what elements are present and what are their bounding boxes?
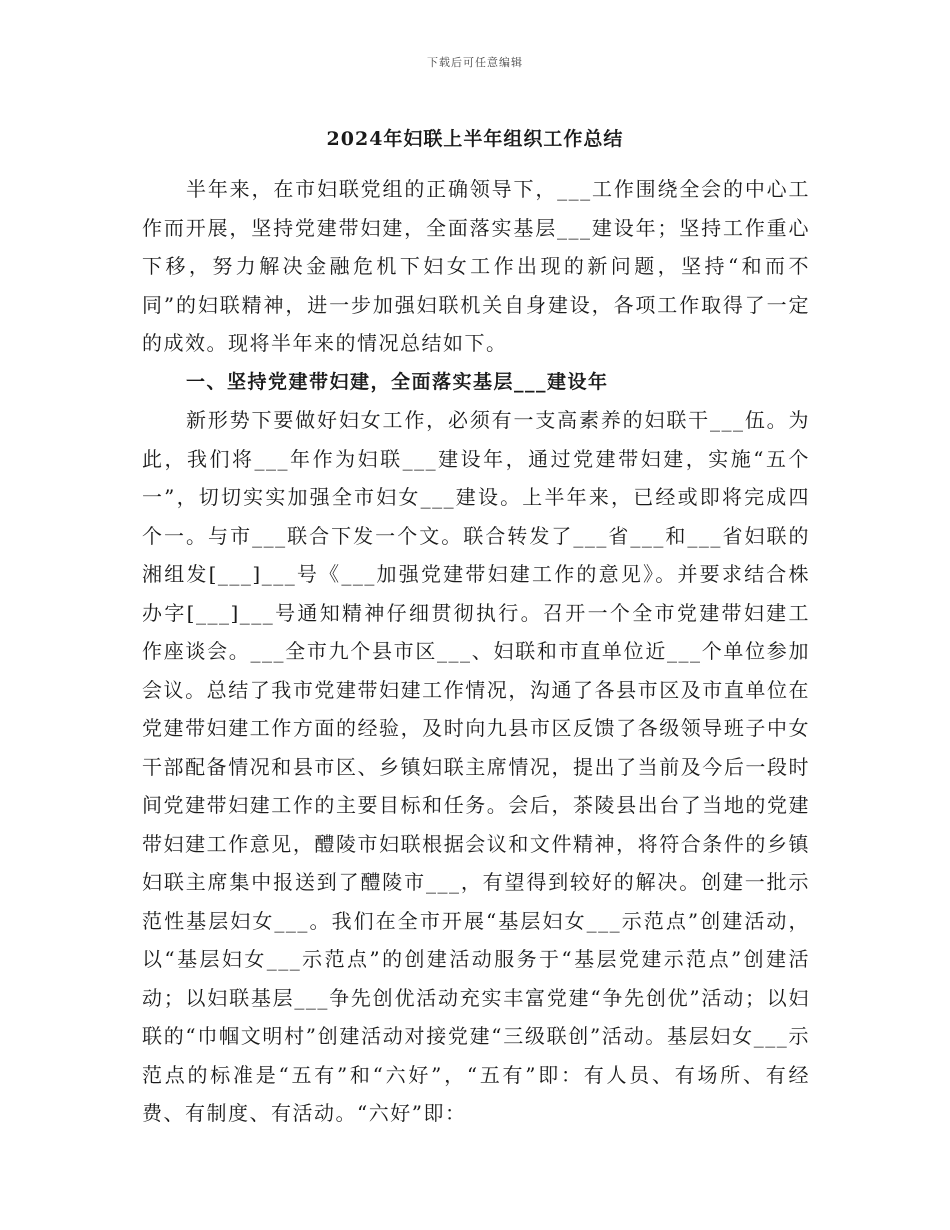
section-body-paragraph: 新形势下要做好妇女工作，必须有一支高素养的妇联干___伍。为此，我们将___年作为妇联___建设年，通过党建带妇建，实施“五个一”，切切实实加强全市妇女___建设。上半年来，已经或即将完成四个一。与市___联合下发一个文。联合转发了___省___和___省妇联的湘组发[___]___号《___加强党建带妇建工作的意见》。并要求结合株办字[___]___号通知精神仔细贯彻执行。召开一个全市党建带妇建工作座谈会。___全市九个县市区___、妇联和市直单位近___个单位参加会议。总结了我市党建带妇建工作情况，沟通了各县市区及市直单位在党建带妇建工作方面的经验，及时向九县市区反馈了各级领导班子中女干部配备情况和县市区、乡镇妇联主席情况，提出了当前及今后一段时间党建带妇建工作的主要目标和任务。会后，茶陵县出台了当地的党建带妇建工作意见，醴陵市妇联根据会议和文件精神，将符合条件的乡镇妇联主席集中报送到了醴陵市___，有望得到较好的解决。创建一批示范性基层妇女___。我们在全市开展“基层妇女___示范点”创建活动，以“基层妇女___示范点”的创建活动服务于“基层党建示范点”创建活动；以妇联基层___争先创优活动充实丰富党建“争先创优”活动；以妇联的“巾帼文明村”创建活动对接党建“三级联创”活动。基层妇女___示范点的标准是“五有”和“六好”，“五有”即：有人员、有场所、有经费、有制度、有活动。“六好”即： bbox=[142, 408, 810, 1125]
section-heading: 一、坚持党建带妇建，全面落实基层___建设年 bbox=[186, 370, 609, 393]
header-note: 下载后可任意编辑 bbox=[427, 56, 523, 69]
document-body bbox=[142, 170, 810, 1133]
intro-paragraph: 半年来，在市妇联党组的正确领导下，___工作围绕全会的中心工作而开展，坚持党建带妇建，全面落实基层___建设年；坚持工作重心下移，努力解决金融危机下妇女工作出现的新问题，坚持“和而不同”的妇联精神，进一步加强妇联机关自身建设，各项工作取得了一定的成效。现将半年来的情况总结如下。 bbox=[142, 177, 810, 355]
document-title: 2024年妇联上半年组织工作总结 bbox=[326, 128, 624, 150]
